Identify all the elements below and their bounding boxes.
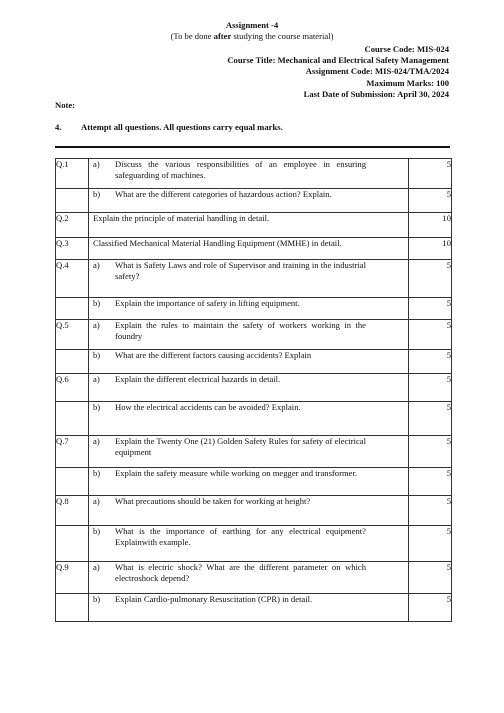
course-meta [227,44,449,100]
course-title: Course Title: Mechanical and Electrical Safety Management [227,55,449,66]
question-number: Q.4 [56,260,89,298]
sub-question-label: a) [93,496,100,506]
sub-question-label: a) [93,436,100,446]
question-number [56,468,89,496]
question-text: What are the different factors causing accidents? Explain [115,350,312,360]
question-row [56,562,452,594]
sub-question-label: b) [93,350,101,360]
question-number [56,594,89,622]
sub-question-label: a) [93,320,100,330]
marks-cell: 5 [409,468,452,496]
question-row [56,402,452,436]
course-code: Course Code: MIS-024 [364,44,449,54]
question-cell [89,468,409,496]
marks-cell: 5 [409,374,452,402]
question-row [56,350,452,374]
question-number: Q.6 [56,374,89,402]
marks-cell: 5 [409,320,452,350]
question-number [56,350,89,374]
question-text: What is electric shock? What are the different parameter on which electroshock depend? [115,562,366,583]
question-text: What is Safety Laws and role of Supervisor and training in the industrial safety? [115,260,366,281]
sub-question-label: b) [93,402,101,412]
question-row [56,159,452,189]
question-number: Q.1 [56,159,89,189]
subtitle-text-end: studying the course material) [231,31,334,41]
question-number [56,298,89,320]
sub-question-label: b) [93,594,101,604]
sub-question-label: b) [93,468,101,478]
question-text: Explain the different electrical hazards in detail. [115,374,281,384]
question-text: How the electrical accidents can be avoided? Explain. [115,402,301,412]
question-cell [89,402,409,436]
marks-cell: 10 [409,213,452,238]
question-text: What are the different categories of hazardous action? Explain. [115,189,332,199]
question-cell [89,436,409,468]
marks-cell: 5 [409,594,452,622]
marks-cell: 5 [409,298,452,320]
question-text: Explain the rules to maintain the safety of workers working in the foundry [115,320,366,341]
question-table [55,158,452,622]
question-row [56,238,452,260]
marks-cell: 5 [409,562,452,594]
maximum-marks: Maximum Marks: 100 [366,77,449,88]
question-number [56,402,89,436]
marks-cell: 5 [409,526,452,562]
subtitle-emphasis: after [213,31,232,41]
marks-cell: 5 [409,402,452,436]
question-row [56,468,452,496]
question-cell [89,350,409,374]
instruction-number: 4. [55,122,62,132]
page-title: Assignment -4 [225,20,279,30]
sub-question-label: a) [93,562,100,572]
question-cell [89,238,409,260]
submission-date: Last Date of Submission: April 30, 2024 [303,88,449,99]
sub-question-label: b) [93,298,101,308]
question-row [56,496,452,526]
question-row [56,526,452,562]
marks-cell: 5 [409,496,452,526]
question-text: Explain the Twenty One (21) Golden Safety Rules for safety of electrical equipment [115,436,367,457]
instruction-text: Attempt all questions. All questions carry equal marks. [81,122,283,132]
question-text: Explain the safety measure while working on megger and transformer. [115,468,357,478]
question-text: Explain the importance of safety in lifting equipment. [115,298,300,308]
marks-cell: 5 [409,436,452,468]
subtitle-text: (To be done [170,31,214,41]
question-cell [89,189,409,213]
question-cell [89,526,409,562]
question-text: What is the importance of earthing for any electrical equipment? Explainwith example. [115,526,366,547]
marks-cell: 5 [409,159,452,189]
question-text: Classified Mechanical Material Handling Equipment (MMHE) in detail. [93,238,342,248]
question-row [56,320,452,350]
instruction [55,122,283,132]
question-number: Q.8 [56,496,89,526]
marks-cell: 5 [409,350,452,374]
question-number [56,189,89,213]
question-text: Explain the principle of material handling in detail. [93,213,270,223]
question-row [56,594,452,622]
question-row [56,189,452,213]
question-number: Q.9 [56,562,89,594]
question-number: Q.7 [56,436,89,468]
sub-question-label: b) [93,189,101,199]
question-number: Q.5 [56,320,89,350]
question-number: Q.3 [56,238,89,260]
marks-cell: 5 [409,260,452,298]
sub-question-label: b) [93,526,101,536]
question-cell [89,562,409,594]
question-cell [89,374,409,402]
question-row [56,298,452,320]
question-cell [89,159,409,189]
question-text: What precautions should be taken for working at height? [115,496,311,506]
question-number [56,526,89,562]
question-cell [89,594,409,622]
question-row [56,260,452,298]
question-text: Discuss the various responsibilities of an employee in ensuring safeguarding of machines. [115,159,366,180]
question-row [56,213,452,238]
question-cell [89,320,409,350]
question-cell [89,298,409,320]
marks-cell: 5 [409,189,452,213]
question-cell [89,213,409,238]
assignment-code: Assignment Code: MIS-024/TMA/2024 [305,66,449,77]
note-label: Note: [55,100,76,110]
question-cell [89,496,409,526]
question-text: Explain Cardio-pulmonary Resuscitation (CPR) in detail. [115,594,313,604]
sub-question-label: a) [93,260,100,270]
sub-question-label: a) [93,159,100,169]
question-cell [89,260,409,298]
question-number: Q.2 [56,213,89,238]
question-row [56,374,452,402]
page-subtitle [0,31,504,42]
divider [55,146,450,148]
question-row [56,436,452,468]
marks-cell: 10 [409,238,452,260]
sub-question-label: a) [93,374,100,384]
